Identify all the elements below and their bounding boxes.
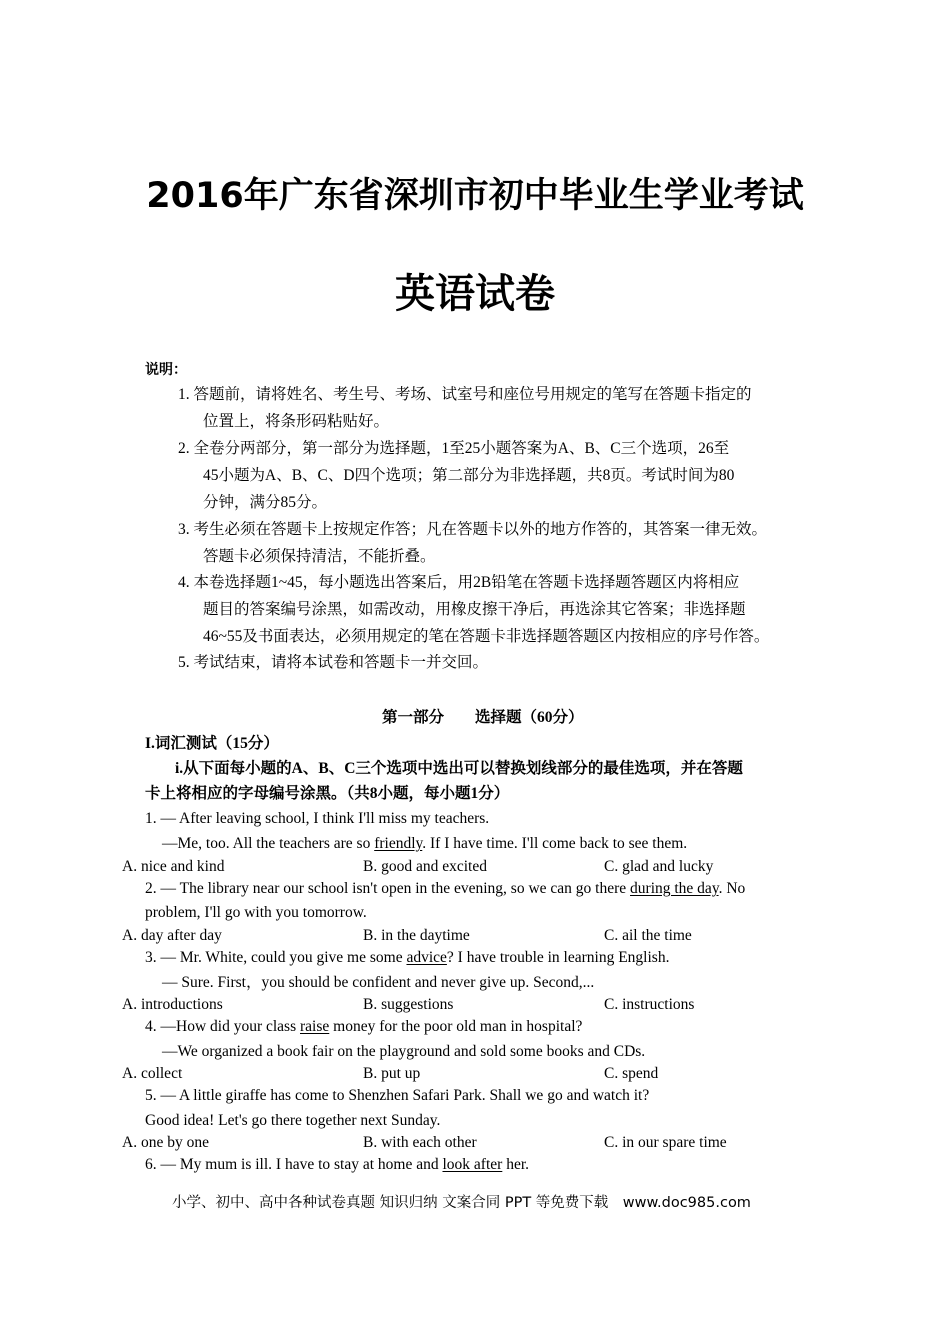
text: 2. — The library near our school isn't open in the evening, so we can go there bbox=[145, 880, 631, 897]
option-b: B. in the daytime bbox=[363, 927, 470, 944]
option-c: C. ail the time bbox=[604, 927, 692, 944]
option-b: B. good and excited bbox=[363, 858, 487, 875]
underlined-word: advice bbox=[406, 949, 447, 966]
instruction-line: 2. 全卷分两部分，第一部分为选择题，1至25小题答案为A、B、C三个选项，26至 bbox=[178, 440, 730, 457]
part1-heading: 第一部分 选择题（60分） bbox=[382, 709, 584, 726]
instruction-line: 4. 本卷选择题1~45，每小题选出答案后，用2B铅笔在答题卡选择题答题区内将相应 bbox=[178, 574, 740, 591]
underlined-word: raise bbox=[300, 1018, 330, 1035]
instruction-line: 题目的答案编号涂黑，如需改动，用橡皮擦干净后，再选涂其它答案；非选择题 bbox=[203, 601, 746, 618]
instruction-line: 位置上，将条形码粘贴好。 bbox=[203, 413, 390, 430]
question-2-line bbox=[145, 879, 745, 899]
text: her. bbox=[502, 1156, 529, 1173]
text: 4. —How did your class bbox=[145, 1018, 300, 1035]
text: 3. — Mr. White, could you give me some bbox=[145, 949, 407, 966]
underlined-word: during the day bbox=[630, 880, 719, 897]
footer-watermark: 小学、初中、高中各种试卷真题 知识归纳 文案合同 PPT 等免费下载 www.doc985.com bbox=[172, 1195, 751, 1211]
question-4-reply: —We organized a book fair on the playground and sold some books and CDs. bbox=[162, 1043, 646, 1060]
option-a: A. nice and kind bbox=[122, 858, 225, 875]
underlined-word: look after bbox=[442, 1156, 503, 1173]
question-3-line bbox=[145, 948, 669, 968]
question-2-reply: problem, I'll go with you tomorrow. bbox=[145, 904, 367, 921]
option-b: B. suggestions bbox=[363, 996, 454, 1013]
instruction-line: 5. 考试结束，请将本试卷和答题卡一并交回。 bbox=[178, 654, 489, 671]
option-c: C. glad and lucky bbox=[604, 858, 714, 875]
question-1-line: 1. — After leaving school, I think I'll miss my teachers. bbox=[145, 810, 490, 827]
option-b: B. put up bbox=[363, 1065, 421, 1082]
text: 6. — My mum is ill. I have to stay at home and bbox=[145, 1156, 443, 1173]
option-a: A. collect bbox=[122, 1065, 183, 1082]
text: . No bbox=[718, 880, 746, 897]
text: —Me, too. All the teachers are so bbox=[162, 835, 375, 852]
question-5-reply: Good idea! Let's go there together next Sunday. bbox=[145, 1112, 441, 1129]
underlined-word: friendly bbox=[374, 835, 423, 852]
option-b: B. with each other bbox=[363, 1134, 477, 1151]
text: money for the poor old man in hospital? bbox=[329, 1018, 583, 1035]
instructions-heading: 说明： bbox=[145, 362, 187, 378]
instruction-line: 分钟，满分85分。 bbox=[203, 494, 328, 511]
instruction-line: 3. 考生必须在答题卡上按规定作答；凡在答题卡以外的地方作答的，其答案一律无效。 bbox=[178, 521, 768, 538]
option-c: C. spend bbox=[604, 1065, 659, 1082]
instruction-line: 46~55及书面表达，必须用规定的笔在答题卡非选择题答题区内按相应的序号作答。 bbox=[203, 628, 770, 645]
question-5-line: 5. — A little giraffe has come to Shenzhen Safari Park. Shall we go and watch it? bbox=[145, 1087, 650, 1104]
question-1-reply bbox=[162, 834, 687, 854]
section-heading: I.词汇测试（15分） bbox=[145, 735, 279, 752]
question-6-line bbox=[145, 1155, 529, 1175]
exam-subtitle: 英语试卷 bbox=[395, 270, 555, 317]
text: . If I have time. I'll come back to see them. bbox=[422, 835, 688, 852]
section-directions: 卡上将相应的字母编号涂黑。（共8小题，每小题1分） bbox=[145, 785, 510, 802]
section-directions: i.从下面每小题的A、B、C三个选项中选出可以替换划线部分的最佳选项，并在答题 bbox=[175, 760, 743, 777]
question-4-line bbox=[145, 1017, 582, 1037]
option-a: A. introductions bbox=[122, 996, 223, 1013]
question-3-reply: — Sure. First，you should be confident and never give up. Second,... bbox=[162, 974, 595, 991]
option-c: C. instructions bbox=[604, 996, 695, 1013]
text: ? I have trouble in learning English. bbox=[446, 949, 670, 966]
instruction-line: 1. 答题前，请将姓名、考生号、考场、试室号和座位号用规定的笔写在答题卡指定的 bbox=[178, 386, 752, 403]
instruction-line: 45小题为A、B、C、D四个选项；第二部分为非选择题，共8页。考试时间为80 bbox=[203, 467, 735, 484]
option-a: A. day after day bbox=[122, 927, 222, 944]
option-c: C. in our spare time bbox=[604, 1134, 727, 1151]
option-a: A. one by one bbox=[122, 1134, 209, 1151]
instruction-line: 答题卡必须保持清洁，不能折叠。 bbox=[203, 548, 436, 565]
exam-title: 2016年广东省深圳市初中毕业生学业考试 bbox=[146, 176, 804, 216]
